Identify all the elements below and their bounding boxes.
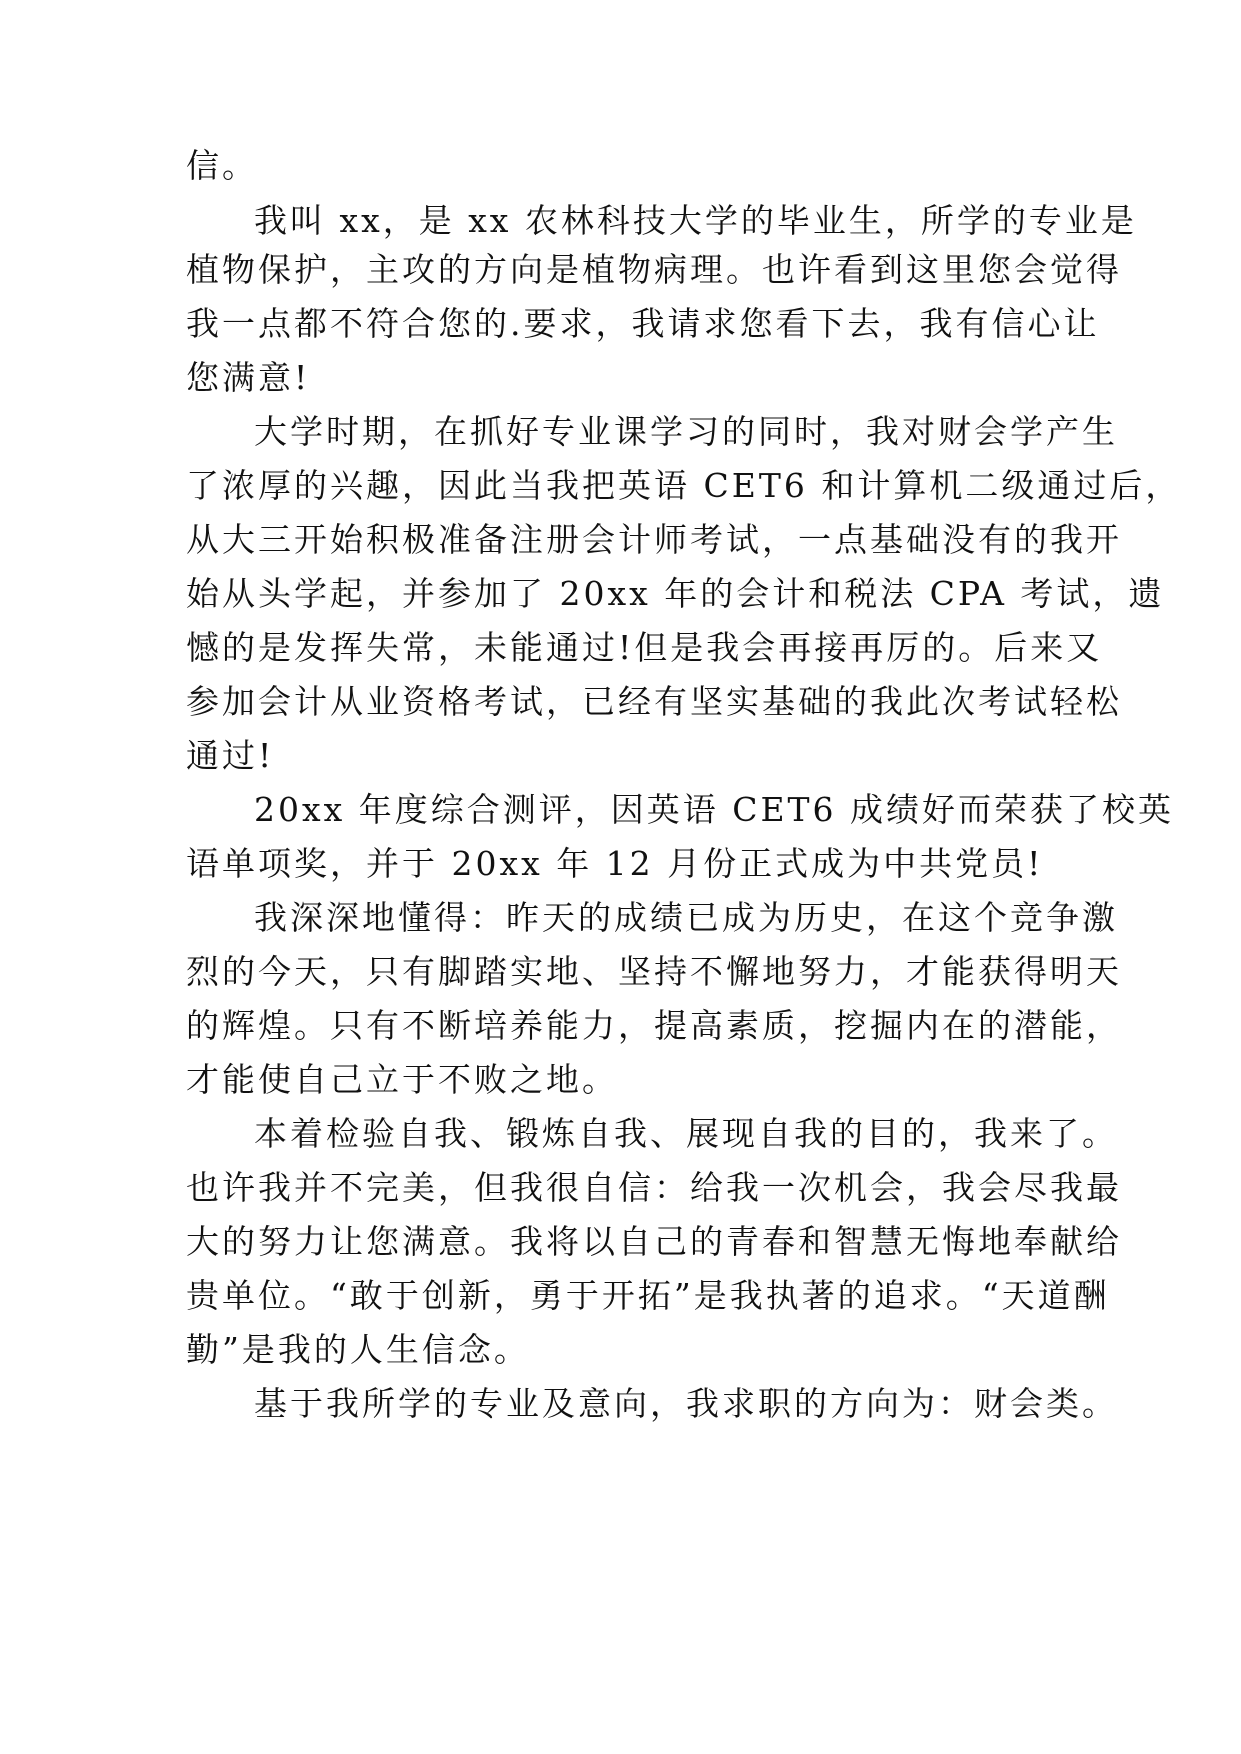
text-line: 也许我并不完美，但我很自信：给我一次机会，我会尽我最: [186, 1168, 1122, 1207]
text-line: 从大三开始积极准备注册会计师考试，一点基础没有的我开: [186, 520, 1122, 559]
text-line: 您满意!: [186, 358, 311, 397]
text-line: 憾的是发挥失常，未能通过!但是我会再接再厉的。后来又: [186, 628, 1103, 667]
text-line: 始从头学起，并参加了 20xx 年的会计和税法 CPA 考试，遗: [186, 574, 1165, 613]
text-line: 基于我所学的专业及意向，我求职的方向为：财会类。: [254, 1384, 1118, 1423]
text-line: 勤”是我的人生信念。: [186, 1330, 530, 1369]
text-line: 了浓厚的兴趣，因此当我把英语 CET6 和计算机二级通过后，: [186, 466, 1182, 505]
text-line: 我一点都不符合您的.要求，我请求您看下去，我有信心让: [186, 304, 1100, 343]
text-line: 植物保护，主攻的方向是植物病理。也许看到这里您会觉得: [186, 250, 1122, 289]
text-line: 才能使自己立于不败之地。: [186, 1060, 618, 1099]
text-line: 20xx 年度综合测评，因英语 CET6 成绩好而荣获了校英: [254, 790, 1175, 829]
text-line: 信。: [186, 146, 258, 185]
text-line: 大学时期，在抓好专业课学习的同时，我对财会学产生: [254, 412, 1118, 451]
text-line: 本着检验自我、锻炼自我、展现自我的目的，我来了。: [254, 1114, 1118, 1153]
text-line: 参加会计从业资格考试，已经有坚实基础的我此次考试轻松: [186, 682, 1122, 721]
text-line: 烈的今天，只有脚踏实地、坚持不懈地努力，才能获得明天: [186, 952, 1122, 991]
text-line: 的辉煌。只有不断培养能力，提高素质，挖掘内在的潜能，: [186, 1006, 1122, 1045]
text-line: 语单项奖，并于 20xx 年 12 月份正式成为中共党员!: [186, 844, 1044, 883]
text-line: 通过!: [186, 736, 275, 775]
text-line: 贵单位。“敢于创新，勇于开拓”是我执著的追求。“天道酬: [186, 1276, 1110, 1315]
text-line: 大的努力让您满意。我将以自己的青春和智慧无悔地奉献给: [186, 1222, 1122, 1261]
text-line: 我叫 xx，是 xx 农林科技大学的毕业生，所学的专业是: [254, 201, 1137, 240]
text-line: 我深深地懂得：昨天的成绩已成为历史，在这个竞争激: [254, 898, 1118, 937]
